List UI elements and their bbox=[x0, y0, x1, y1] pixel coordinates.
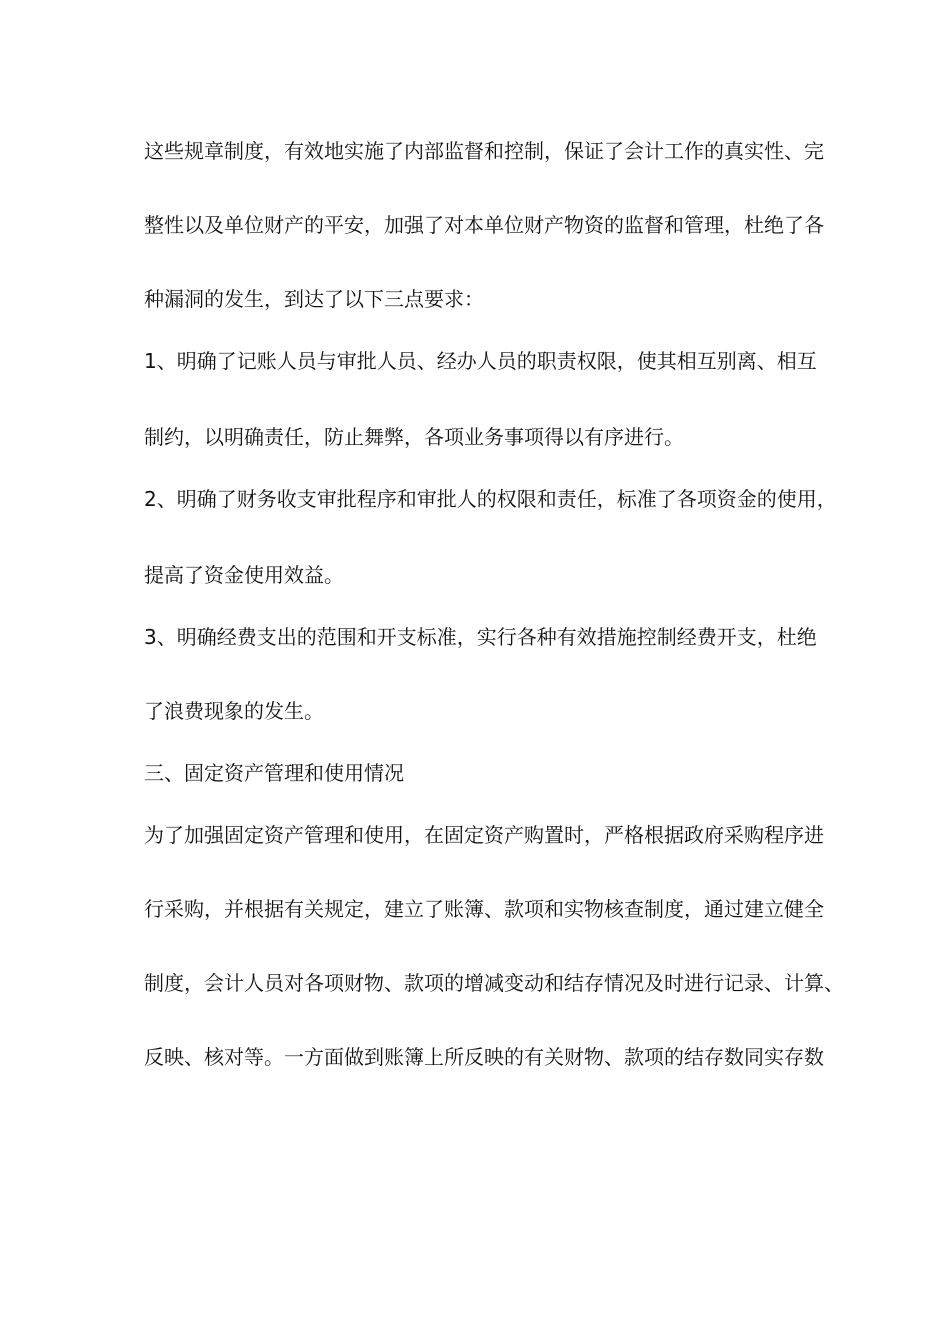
text-line: 整性以及单位财产的平安，加强了对本单位财产物资的监督和管理，杜绝了各 bbox=[144, 213, 824, 237]
text-line: 制度，会计人员对各项财物、款项的增减变动和结存情况及时进行记录、计算、 bbox=[144, 971, 844, 995]
text-line: 1、明确了记账人员与审批人员、经办人员的职责权限，使其相互别离、相互 bbox=[144, 349, 817, 373]
text-line: 这些规章制度，有效地实施了内部监督和控制，保证了会计工作的真实性、完 bbox=[144, 139, 824, 163]
text-line: 反映、核对等。一方面做到账簿上所反映的有关财物、款项的结存数同实存数 bbox=[144, 1045, 824, 1069]
text-line: 为了加强固定资产管理和使用，在固定资产购置时，严格根据政府采购程序进 bbox=[144, 823, 824, 847]
text-line: 行采购，并根据有关规定，建立了账簿、款项和实物核查制度，通过建立健全 bbox=[144, 897, 824, 921]
section-heading: 三、固定资产管理和使用情况 bbox=[144, 761, 404, 785]
text-line: 种漏洞的发生，到达了以下三点要求： bbox=[144, 287, 484, 311]
text-line: 提高了资金使用效益。 bbox=[144, 563, 344, 587]
text-line: 制约，以明确责任，防止舞弊，各项业务事项得以有序进行。 bbox=[144, 425, 684, 449]
text-line: 2、明确了财务收支审批程序和审批人的权限和责任，标准了各项资金的使用， bbox=[144, 487, 837, 511]
text-line: 了浪费现象的发生。 bbox=[144, 699, 324, 723]
text-line: 3、明确经费支出的范围和开支标准，实行各种有效措施控制经费开支，杜绝 bbox=[144, 625, 817, 649]
